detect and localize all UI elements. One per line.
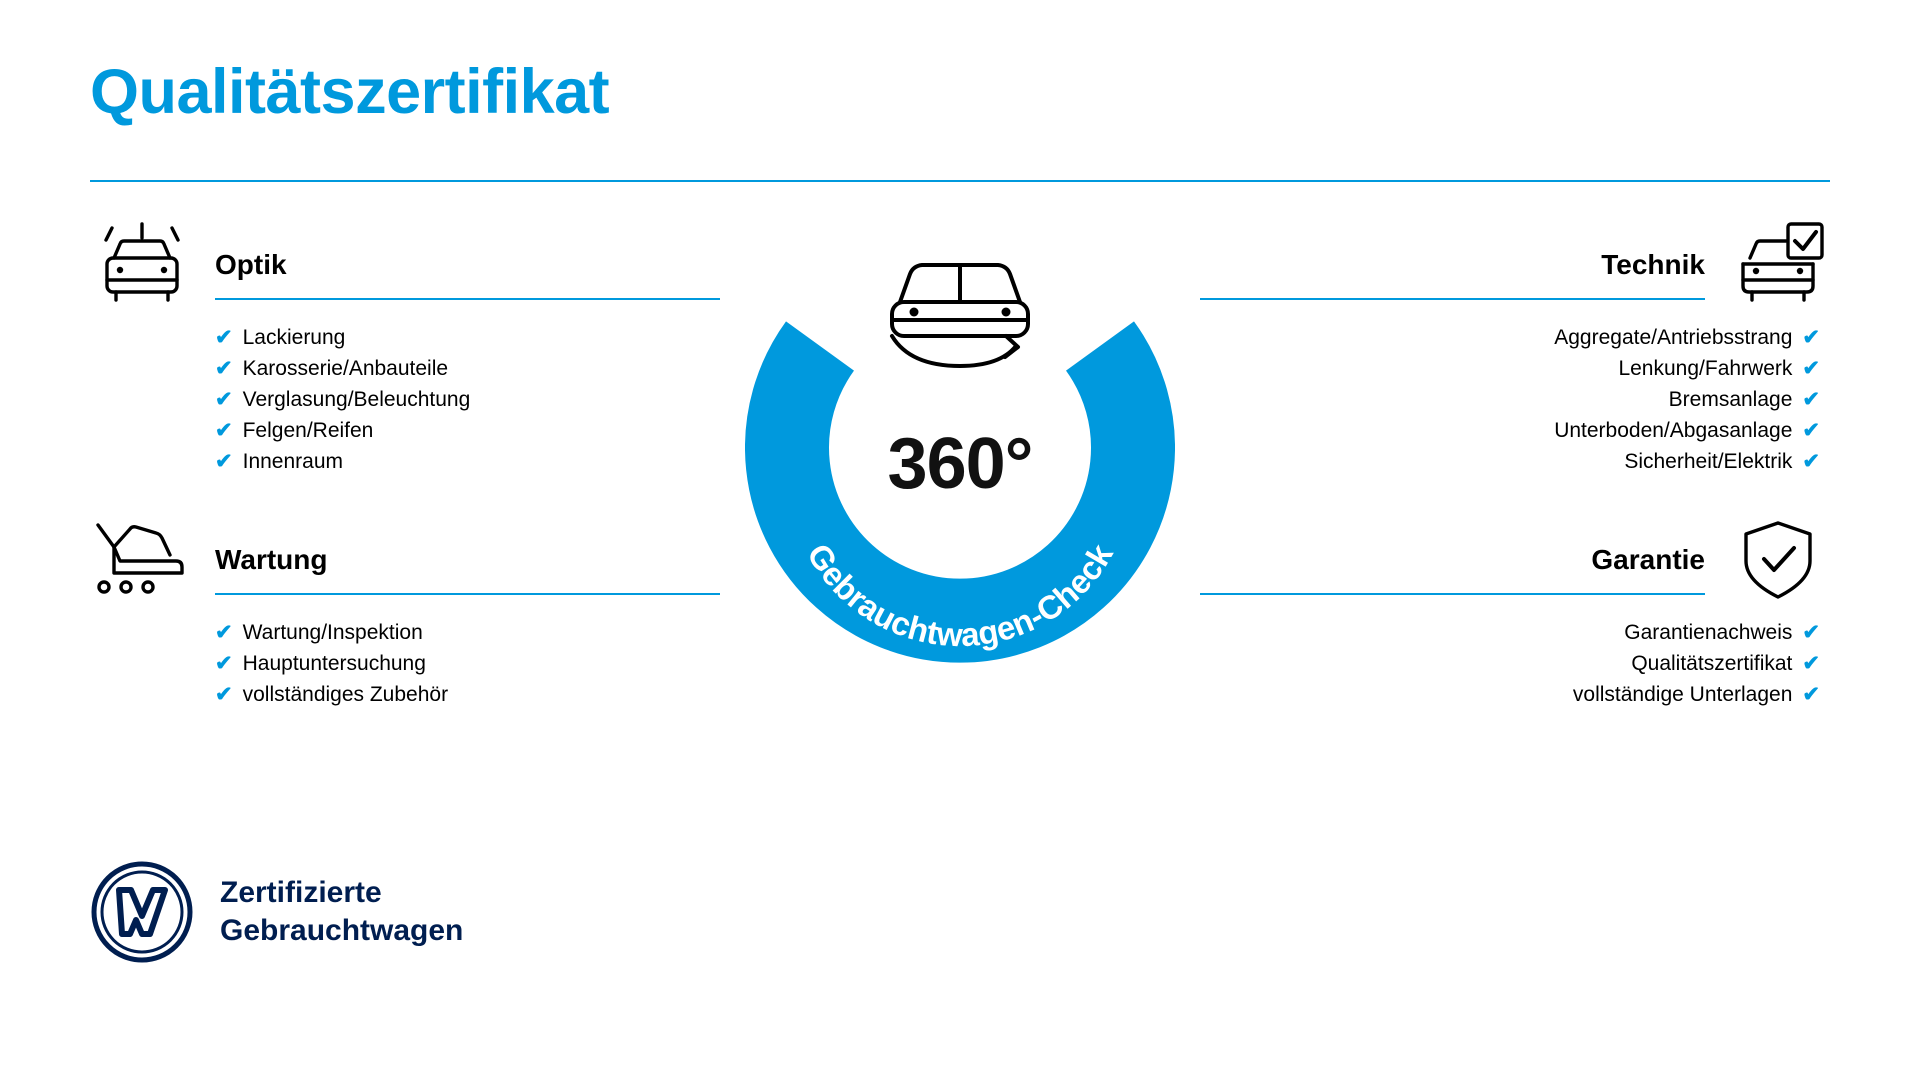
check-icon: ✔ bbox=[1802, 450, 1820, 473]
list-item-label: Wartung/Inspektion bbox=[242, 621, 423, 644]
list-item-label: Karosserie/Anbauteile bbox=[242, 357, 449, 380]
section-head-wartung bbox=[90, 545, 730, 601]
page-title: Qualitätszertifikat bbox=[90, 57, 610, 127]
section-head-technik bbox=[1190, 250, 1830, 306]
badge-360-check bbox=[745, 258, 1175, 688]
section-title-garantie: Garantie bbox=[1591, 544, 1705, 575]
section-garantie bbox=[1190, 545, 1830, 710]
list-item-label: vollständige Unterlagen bbox=[1572, 683, 1793, 706]
list-item-label: Unterboden/Abgasanlage bbox=[1554, 419, 1793, 442]
list-item bbox=[1190, 415, 1820, 446]
list-item bbox=[215, 679, 730, 710]
list-item-label: Garantienachweis bbox=[1624, 621, 1793, 644]
list-wartung bbox=[215, 617, 730, 710]
list-technik bbox=[1190, 322, 1820, 477]
list-item bbox=[1190, 648, 1820, 679]
check-icon: ✔ bbox=[1802, 683, 1820, 706]
check-icon: ✔ bbox=[1802, 357, 1820, 380]
footer-line-1: Zertifizierte bbox=[220, 876, 382, 909]
footer-brand bbox=[90, 860, 463, 964]
list-garantie bbox=[1190, 617, 1820, 710]
right-column bbox=[1190, 250, 1830, 726]
section-head-optik bbox=[90, 250, 730, 306]
car-rotate-icon bbox=[870, 240, 1050, 380]
check-icon: ✔ bbox=[215, 683, 233, 706]
list-item bbox=[215, 415, 730, 446]
section-wartung bbox=[90, 545, 730, 710]
check-icon: ✔ bbox=[215, 357, 233, 380]
check-icon: ✔ bbox=[1802, 419, 1820, 442]
check-icon: ✔ bbox=[215, 450, 233, 473]
badge-center-label: 360° bbox=[887, 424, 1033, 504]
section-optik bbox=[90, 250, 730, 477]
check-icon: ✔ bbox=[215, 388, 233, 411]
check-icon: ✔ bbox=[1802, 388, 1820, 411]
list-item-label: Innenraum bbox=[242, 450, 344, 473]
list-item bbox=[215, 446, 730, 477]
footer-line-2: Gebrauchtwagen bbox=[220, 914, 464, 947]
section-head-garantie bbox=[1190, 545, 1830, 601]
list-item-label: Qualitätszertifikat bbox=[1631, 652, 1793, 675]
section-technik bbox=[1190, 250, 1830, 477]
section-divider bbox=[215, 593, 720, 595]
left-column bbox=[90, 250, 730, 726]
list-item bbox=[1190, 446, 1820, 477]
section-title-optik: Optik bbox=[215, 249, 287, 280]
list-item-label: Bremsanlage bbox=[1668, 388, 1793, 411]
list-item bbox=[1190, 679, 1820, 710]
check-icon: ✔ bbox=[215, 621, 233, 644]
check-icon: ✔ bbox=[215, 652, 233, 675]
section-divider bbox=[1200, 593, 1705, 595]
list-optik bbox=[215, 322, 730, 477]
list-item-label: Sicherheit/Elektrik bbox=[1624, 450, 1793, 473]
vw-logo-icon bbox=[90, 860, 194, 964]
check-icon: ✔ bbox=[1802, 652, 1820, 675]
check-icon: ✔ bbox=[215, 326, 233, 349]
list-item-label: vollständiges Zubehör bbox=[242, 683, 449, 706]
list-item-label: Felgen/Reifen bbox=[242, 419, 374, 442]
list-item-label: Verglasung/Beleuchtung bbox=[242, 388, 471, 411]
section-title-technik: Technik bbox=[1601, 249, 1705, 280]
list-item bbox=[215, 353, 730, 384]
list-item bbox=[215, 617, 730, 648]
list-item bbox=[1190, 322, 1820, 353]
arc-label: Gebrauchtwagen-Check bbox=[800, 537, 1120, 654]
list-item-label: Aggregate/Antriebsstrang bbox=[1554, 326, 1793, 349]
footer-brand-text bbox=[220, 874, 463, 950]
list-item-label: Hauptuntersuchung bbox=[242, 652, 426, 675]
list-item-label: Lenkung/Fahrwerk bbox=[1618, 357, 1793, 380]
section-divider bbox=[1200, 298, 1705, 300]
title-divider bbox=[90, 180, 1830, 182]
list-item bbox=[215, 384, 730, 415]
check-icon: ✔ bbox=[215, 419, 233, 442]
list-item bbox=[1190, 353, 1820, 384]
list-item bbox=[215, 322, 730, 353]
check-icon: ✔ bbox=[1802, 621, 1820, 644]
list-item bbox=[1190, 384, 1820, 415]
section-divider bbox=[215, 298, 720, 300]
list-item bbox=[1190, 617, 1820, 648]
section-title-wartung: Wartung bbox=[215, 544, 328, 575]
check-icon: ✔ bbox=[1802, 326, 1820, 349]
list-item bbox=[215, 648, 730, 679]
list-item-label: Lackierung bbox=[242, 326, 346, 349]
